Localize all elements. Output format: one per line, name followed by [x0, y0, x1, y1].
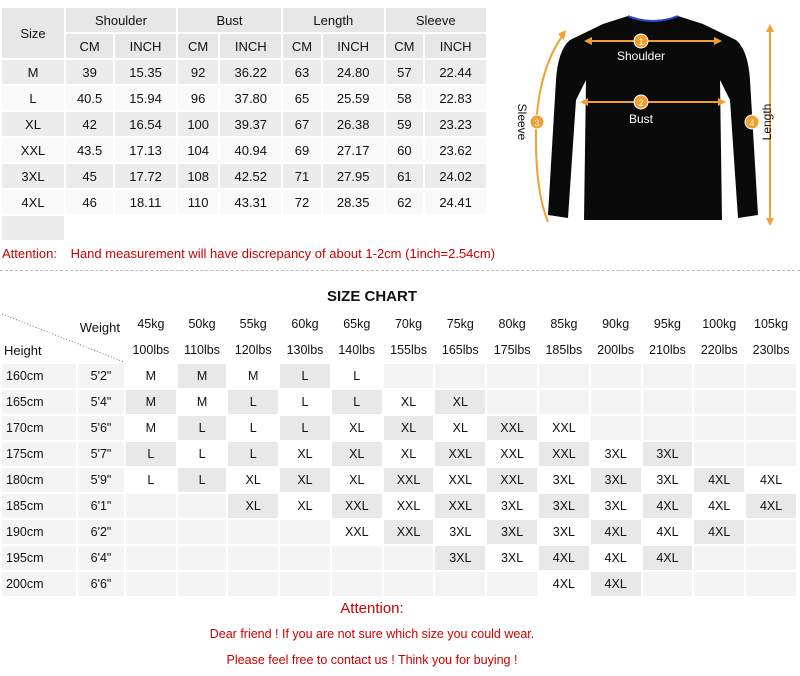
measure-cell: 104: [178, 138, 218, 162]
size-cell: 4XL: [643, 520, 693, 544]
size-cell: [280, 520, 330, 544]
size-cell: [746, 364, 796, 388]
table-row: [2, 164, 486, 188]
size-header: Size: [2, 8, 64, 58]
size-cell: 4XL: [539, 572, 589, 596]
measure-cell: 16.54: [115, 112, 176, 136]
size-cell: M: [2, 60, 64, 84]
height-ft-cell: 5'6": [78, 416, 124, 440]
measure-cell: 23.62: [425, 138, 486, 162]
unit-header: CM: [66, 34, 113, 58]
table-row-empty: [2, 216, 486, 240]
size-cell: [694, 546, 744, 570]
size-cell: [384, 364, 434, 388]
marker-4: [745, 115, 759, 129]
size-cell: [228, 546, 278, 570]
measure-cell: 60: [386, 138, 424, 162]
measure-cell: 58: [386, 86, 424, 110]
size-cell: L: [2, 86, 64, 110]
empty-cell: [220, 216, 281, 240]
marker-2: [634, 95, 648, 109]
measure-cell: 36.22: [220, 60, 281, 84]
chart-weight-kg-row: [2, 312, 796, 336]
shoulder-label: Shoulder: [616, 49, 666, 63]
size-cell: L: [332, 390, 382, 414]
size-cell: [126, 520, 176, 544]
measure-group-header: Length: [283, 8, 383, 32]
measure-cell: 69: [283, 138, 321, 162]
length-label: Length: [760, 103, 774, 141]
weight-lbs-header: 185lbs: [539, 338, 589, 362]
size-cell: [332, 546, 382, 570]
measure-cell: 96: [178, 86, 218, 110]
size-cell: 3XL: [539, 468, 589, 492]
size-cell: [228, 520, 278, 544]
weight-kg-header: 90kg: [591, 312, 641, 336]
measure-cell: 92: [178, 60, 218, 84]
unit-header: CM: [386, 34, 424, 58]
size-cell: [643, 364, 693, 388]
size-cell: 3XL: [487, 494, 537, 518]
size-cell: [539, 390, 589, 414]
weight-lbs-header: 100lbs: [126, 338, 176, 362]
measure-cell: 62: [386, 190, 424, 214]
height-ft-cell: 6'1": [78, 494, 124, 518]
size-cell: 4XL: [591, 572, 641, 596]
table-row: [2, 468, 796, 492]
size-chart-title: SIZE CHART: [327, 288, 417, 305]
empty-cell: [283, 216, 321, 240]
measure-cell: 25.59: [323, 86, 384, 110]
size-cell: 4XL: [591, 520, 641, 544]
measure-cell: 43.5: [66, 138, 113, 162]
size-cell: XXL: [384, 468, 434, 492]
size-cell: XL: [384, 390, 434, 414]
size-cell: 3XL: [643, 442, 693, 466]
measure-cell: 24.41: [425, 190, 486, 214]
measure-cell: 39: [66, 60, 113, 84]
measure-cell: 17.13: [115, 138, 176, 162]
size-cell: [332, 572, 382, 596]
bust-label: Bust: [628, 112, 654, 126]
measure-group-header: Shoulder: [66, 8, 176, 32]
unit-header: INCH: [323, 34, 384, 58]
size-cell: XL: [384, 442, 434, 466]
height-ft-cell: 6'2": [78, 520, 124, 544]
size-cell: [694, 442, 744, 466]
measure-cell: 40.94: [220, 138, 281, 162]
size-cell: [487, 572, 537, 596]
size-cell: [591, 416, 641, 440]
size-cell: 4XL: [643, 546, 693, 570]
size-cell: [384, 546, 434, 570]
measure-cell: 100: [178, 112, 218, 136]
size-cell: 3XL: [539, 494, 589, 518]
size-cell: L: [280, 416, 330, 440]
table-row: [2, 520, 796, 544]
measure-cell: 27.95: [323, 164, 384, 188]
empty-cell: [2, 216, 64, 240]
weight-lbs-header: 200lbs: [591, 338, 641, 362]
height-ft-cell: 6'6": [78, 572, 124, 596]
size-cell: L: [228, 416, 278, 440]
measure-cell: 72: [283, 190, 321, 214]
measure-cell: 22.44: [425, 60, 486, 84]
size-cell: [178, 546, 227, 570]
size-cell: M: [178, 390, 227, 414]
size-cell: [435, 572, 485, 596]
marker-3: [530, 115, 544, 129]
size-cell: M: [126, 416, 176, 440]
size-cell: L: [178, 416, 227, 440]
table-row: [2, 416, 796, 440]
size-cell: M: [126, 364, 176, 388]
size-cell: 3XL: [2, 164, 64, 188]
weight-lbs-header: 140lbs: [332, 338, 382, 362]
weight-lbs-header: 220lbs: [694, 338, 744, 362]
size-cell: 4XL: [746, 494, 796, 518]
size-cell: [643, 390, 693, 414]
height-cm-cell: 175cm: [2, 442, 76, 466]
size-cell: [435, 364, 485, 388]
weight-label: Weight: [79, 320, 120, 335]
unit-header: CM: [283, 34, 321, 58]
measure-group-header: Bust: [178, 8, 281, 32]
size-cell: [746, 390, 796, 414]
size-cell: XXL: [384, 494, 434, 518]
size-cell: 4XL: [694, 468, 744, 492]
size-cell: XXL: [539, 442, 589, 466]
size-cell: XXL: [384, 520, 434, 544]
weight-kg-header: 55kg: [228, 312, 278, 336]
unit-header: INCH: [115, 34, 176, 58]
weight-lbs-header: 230lbs: [746, 338, 796, 362]
height-ft-cell: 5'7": [78, 442, 124, 466]
size-cell: 4XL: [694, 520, 744, 544]
size-cell: 4XL: [746, 468, 796, 492]
measure-cell: 46: [66, 190, 113, 214]
size-cell: L: [332, 364, 382, 388]
size-cell: XXL: [487, 468, 537, 492]
size-cell: L: [126, 442, 176, 466]
size-cell: 3XL: [591, 494, 641, 518]
measure-group-header: Sleeve: [386, 8, 486, 32]
measure-cell: 57: [386, 60, 424, 84]
size-cell: M: [126, 390, 176, 414]
table-row: [2, 572, 796, 596]
measure-cell: 61: [386, 164, 424, 188]
table-row: [2, 138, 486, 162]
weight-lbs-header: 165lbs: [435, 338, 485, 362]
size-cell: XXL: [332, 494, 382, 518]
height-cm-cell: 185cm: [2, 494, 76, 518]
size-cell: 3XL: [591, 468, 641, 492]
table-row: [2, 86, 486, 110]
footer-attention-title: Attention:: [340, 600, 404, 617]
height-ft-cell: 6'4": [78, 546, 124, 570]
weight-kg-header: 45kg: [126, 312, 176, 336]
size-cell: [384, 572, 434, 596]
size-cell: 3XL: [591, 442, 641, 466]
size-cell: 4XL: [643, 494, 693, 518]
size-cell: 3XL: [435, 546, 485, 570]
sleeve-label: Sleeve: [515, 103, 529, 141]
measure-cell: 40.5: [66, 86, 113, 110]
size-cell: XXL: [487, 442, 537, 466]
measure-cell: 59: [386, 112, 424, 136]
measure-cell: 24.02: [425, 164, 486, 188]
size-cell: [126, 546, 176, 570]
measure-cell: 45: [66, 164, 113, 188]
weight-kg-header: 105kg: [746, 312, 796, 336]
weight-lbs-header: 130lbs: [280, 338, 330, 362]
svg-text:3: 3: [534, 118, 540, 128]
measurement-attention: [2, 246, 495, 261]
section-divider: [0, 270, 800, 271]
empty-cell: [425, 216, 486, 240]
size-cell: [178, 572, 227, 596]
size-chart-table: [0, 310, 798, 598]
size-cell: [591, 364, 641, 388]
measure-cell: 27.17: [323, 138, 384, 162]
size-cell: 4XL: [694, 494, 744, 518]
attention-tag: Attention:: [2, 246, 57, 261]
footer-line-2: Please feel free to contact us ! Think you for buying !: [226, 653, 518, 667]
size-cell: L: [280, 364, 330, 388]
measure-cell: 43.31: [220, 190, 281, 214]
measure-cell: 15.94: [115, 86, 176, 110]
height-cm-cell: 190cm: [2, 520, 76, 544]
size-cell: XL: [280, 442, 330, 466]
size-cell: XXL: [435, 494, 485, 518]
table-row: [2, 546, 796, 570]
measure-cell: 63: [283, 60, 321, 84]
size-cell: [178, 520, 227, 544]
height-cm-cell: 170cm: [2, 416, 76, 440]
measure-cell: 28.35: [323, 190, 384, 214]
height-label: Height: [4, 343, 42, 358]
height-ft-cell: 5'9": [78, 468, 124, 492]
size-cell: [280, 572, 330, 596]
weight-lbs-header: 120lbs: [228, 338, 278, 362]
weight-kg-header: 65kg: [332, 312, 382, 336]
chart-corner: [2, 312, 124, 362]
measure-unit-row: [2, 34, 486, 58]
size-cell: [591, 390, 641, 414]
size-cell: [126, 494, 176, 518]
marker-1: [634, 34, 648, 48]
size-cell: 4XL: [539, 546, 589, 570]
weight-kg-header: 80kg: [487, 312, 537, 336]
table-row: [2, 60, 486, 84]
size-cell: XL: [384, 416, 434, 440]
height-cm-cell: 200cm: [2, 572, 76, 596]
weight-kg-header: 70kg: [384, 312, 434, 336]
svg-text:4: 4: [749, 118, 755, 128]
size-cell: 3XL: [643, 468, 693, 492]
size-cell: L: [178, 442, 227, 466]
measure-cell: 65: [283, 86, 321, 110]
table-row: [2, 364, 796, 388]
measure-cell: 22.83: [425, 86, 486, 110]
weight-kg-header: 95kg: [643, 312, 693, 336]
measurement-table: [0, 6, 488, 242]
weight-lbs-header: 175lbs: [487, 338, 537, 362]
size-cell: XXL: [487, 416, 537, 440]
height-ft-cell: 5'4": [78, 390, 124, 414]
unit-header: INCH: [220, 34, 281, 58]
measure-cell: 23.23: [425, 112, 486, 136]
size-cell: XL: [435, 390, 485, 414]
size-cell: L: [228, 442, 278, 466]
weight-kg-header: 60kg: [280, 312, 330, 336]
size-cell: [746, 442, 796, 466]
size-cell: M: [228, 364, 278, 388]
table-row: [2, 442, 796, 466]
measure-cell: 108: [178, 164, 218, 188]
measure-cell: 67: [283, 112, 321, 136]
measure-cell: 37.80: [220, 86, 281, 110]
size-cell: [694, 416, 744, 440]
size-cell: XXL: [539, 416, 589, 440]
height-cm-cell: 165cm: [2, 390, 76, 414]
weight-lbs-header: 210lbs: [643, 338, 693, 362]
size-cell: 3XL: [487, 546, 537, 570]
attention-text: Hand measurement will have discrepancy of about 1-2cm (1inch=2.54cm): [70, 246, 496, 261]
size-cell: XXL: [2, 138, 64, 162]
empty-cell: [178, 216, 218, 240]
size-cell: [643, 416, 693, 440]
size-cell: [746, 520, 796, 544]
footer-line-1: Dear friend ! If you are not sure which size you could wear.: [209, 627, 535, 641]
height-cm-cell: 180cm: [2, 468, 76, 492]
size-cell: [694, 390, 744, 414]
empty-cell: [323, 216, 384, 240]
table-row: [2, 190, 486, 214]
measure-cell: 17.72: [115, 164, 176, 188]
size-cell: XL: [332, 416, 382, 440]
size-cell: XXL: [332, 520, 382, 544]
size-cell: XXL: [435, 442, 485, 466]
weight-kg-header: 75kg: [435, 312, 485, 336]
measure-cell: 110: [178, 190, 218, 214]
size-cell: XL: [280, 468, 330, 492]
size-cell: 3XL: [539, 520, 589, 544]
measure-cell: 42: [66, 112, 113, 136]
measure-cell: 39.37: [220, 112, 281, 136]
size-cell: [746, 546, 796, 570]
unit-header: CM: [178, 34, 218, 58]
empty-cell: [386, 216, 424, 240]
svg-text:1: 1: [638, 37, 644, 47]
size-cell: XL: [280, 494, 330, 518]
height-ft-cell: 5'2": [78, 364, 124, 388]
table-row: [2, 494, 796, 518]
size-cell: 4XL: [591, 546, 641, 570]
size-cell: [539, 364, 589, 388]
measure-header-row: [2, 8, 486, 32]
height-cm-cell: 160cm: [2, 364, 76, 388]
height-cm-cell: 195cm: [2, 546, 76, 570]
table-row: [2, 390, 796, 414]
size-cell: [694, 364, 744, 388]
size-cell: [280, 546, 330, 570]
size-cell: [487, 390, 537, 414]
measure-cell: 71: [283, 164, 321, 188]
empty-cell: [66, 216, 113, 240]
size-cell: XL: [228, 468, 278, 492]
size-cell: [178, 494, 227, 518]
size-cell: XL: [332, 468, 382, 492]
size-cell: XXL: [435, 468, 485, 492]
weight-kg-header: 50kg: [178, 312, 227, 336]
size-cell: 3XL: [487, 520, 537, 544]
size-cell: 3XL: [435, 520, 485, 544]
table-row: [2, 112, 486, 136]
size-cell: XL: [228, 494, 278, 518]
size-cell: M: [178, 364, 227, 388]
measure-cell: 24.80: [323, 60, 384, 84]
size-cell: L: [126, 468, 176, 492]
measure-cell: 42.52: [220, 164, 281, 188]
size-cell: [746, 416, 796, 440]
weight-lbs-header: 155lbs: [384, 338, 434, 362]
size-cell: [126, 572, 176, 596]
measure-cell: 15.35: [115, 60, 176, 84]
svg-text:2: 2: [638, 98, 644, 108]
size-cell: XL: [435, 416, 485, 440]
size-cell: [694, 572, 744, 596]
empty-cell: [115, 216, 176, 240]
weight-kg-header: 85kg: [539, 312, 589, 336]
size-cell: [643, 572, 693, 596]
size-cell: XL: [2, 112, 64, 136]
measure-cell: 26.38: [323, 112, 384, 136]
sweater-diagram: [508, 10, 798, 232]
size-cell: L: [178, 468, 227, 492]
size-cell: 4XL: [2, 190, 64, 214]
size-cell: L: [228, 390, 278, 414]
size-cell: [487, 364, 537, 388]
weight-lbs-header: 110lbs: [178, 338, 227, 362]
size-cell: L: [280, 390, 330, 414]
weight-kg-header: 100kg: [694, 312, 744, 336]
measure-cell: 18.11: [115, 190, 176, 214]
size-cell: [746, 572, 796, 596]
size-cell: XL: [332, 442, 382, 466]
unit-header: INCH: [425, 34, 486, 58]
size-cell: [228, 572, 278, 596]
